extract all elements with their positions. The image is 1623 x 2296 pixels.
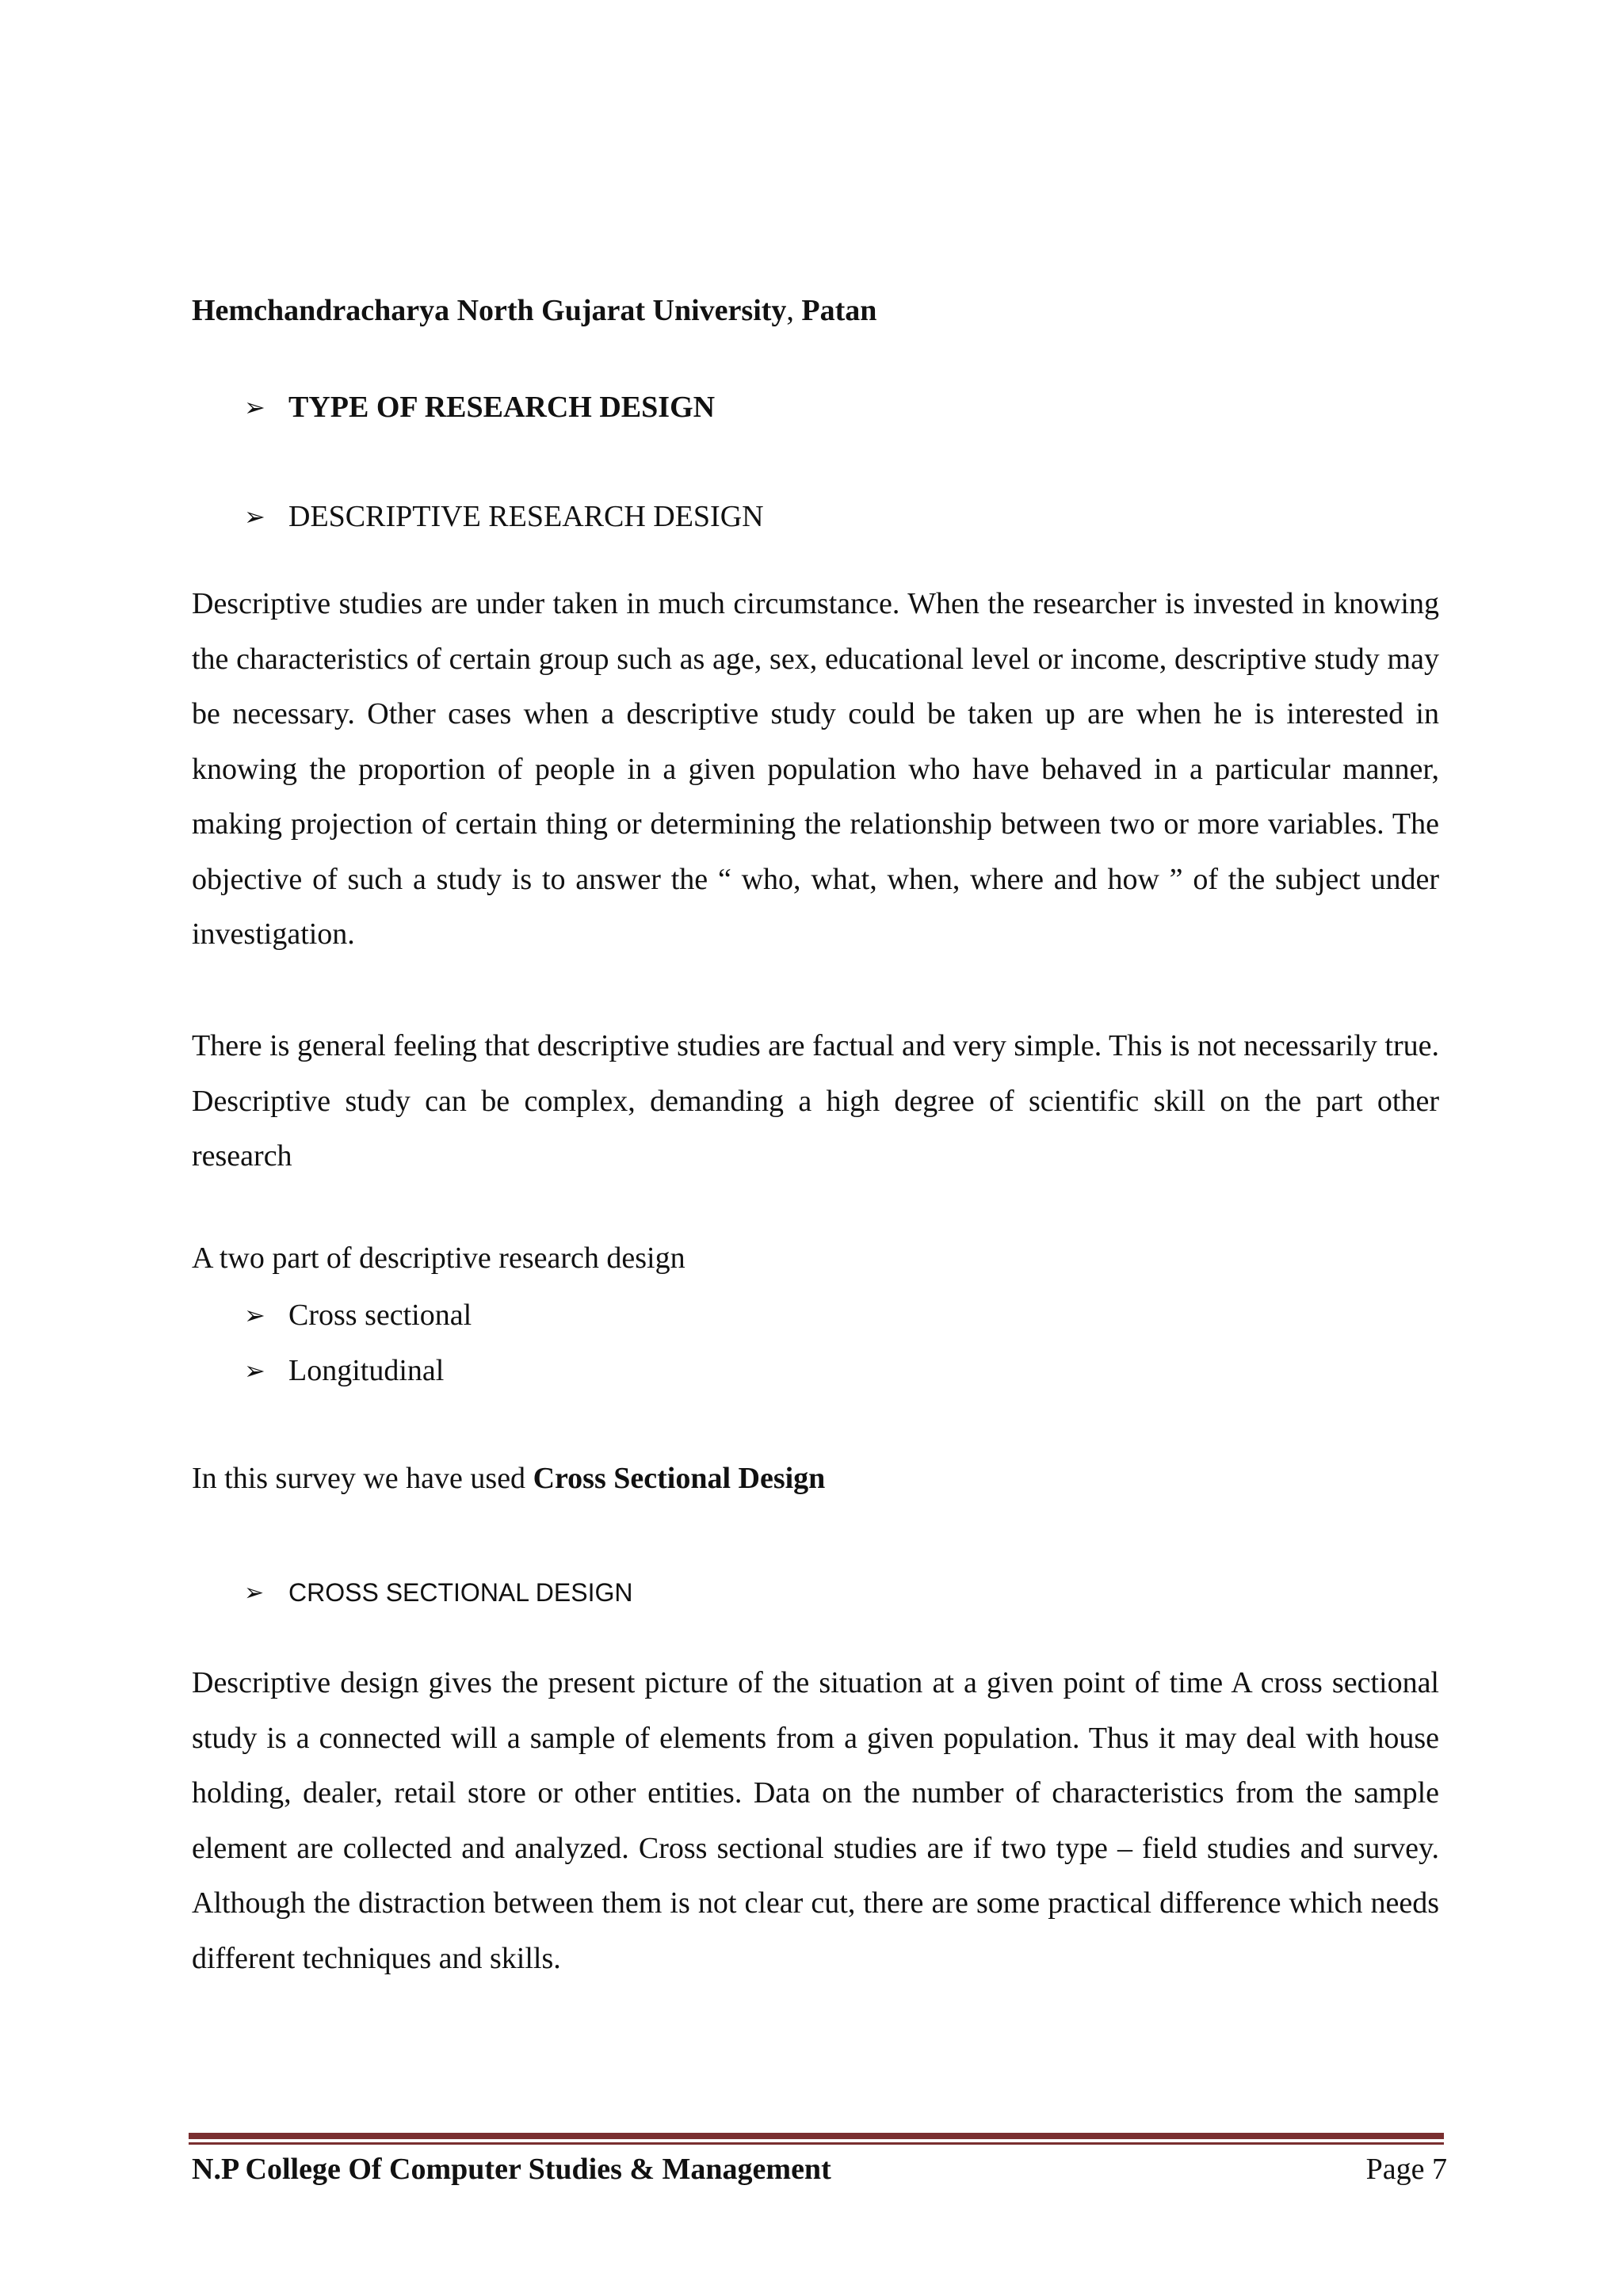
university-city: Patan <box>801 294 877 327</box>
survey-statement-prefix: In this survey we have used <box>192 1462 533 1495</box>
heading-descriptive <box>244 499 764 534</box>
design-type-label: Longitudinal <box>288 1353 445 1387</box>
two-part-intro: A two part of descriptive research design <box>192 1241 685 1275</box>
design-type-label: Cross sectional <box>288 1299 472 1332</box>
footer-page-number: Page 7 <box>1365 2153 1447 2186</box>
university-name: Hemchandracharya North Gujarat University <box>192 294 787 327</box>
arrow-bullet-icon: ➢ <box>244 1300 265 1330</box>
design-types-list <box>244 1288 472 1398</box>
heading-type-of-research <box>244 390 715 425</box>
list-item <box>244 1288 472 1344</box>
heading-cross-sectional-text: CROSS SECTIONAL DESIGN <box>288 1578 633 1607</box>
paragraph-descriptive-studies: Descriptive studies are under taken in much circumstance. When the researcher is invested in knowing the characteristics of certain group such as age, sex, educational level or income, descriptive study may be necessary. Other cases when a descriptive study could be taken up are when he is interested in knowing the proportion of people in a given population who have behaved in a particular manner, making projection of certain thing or determining the relationship between two or more variables. The objective of such a study is to answer the “ who, what, when, where and how ” of the subject under investigation. <box>192 587 1439 951</box>
arrow-bullet-icon: ➢ <box>244 1579 265 1607</box>
survey-statement <box>192 1461 825 1496</box>
survey-statement-emphasis: Cross Sectional Design <box>533 1462 826 1495</box>
arrow-bullet-icon: ➢ <box>244 392 265 422</box>
page-header <box>192 293 876 328</box>
heading-descriptive-text: DESCRIPTIVE RESEARCH DESIGN <box>288 500 764 533</box>
arrow-bullet-icon: ➢ <box>244 502 265 532</box>
footer-divider <box>189 2133 1444 2139</box>
heading-type-of-research-text: TYPE OF RESEARCH DESIGN <box>288 391 716 424</box>
paragraph-general-feeling: There is general feeling that descriptive studies are factual and very simple. This is not necessarily true. Descriptive study can be complex, demanding a high degree of scientific skill on the part other research <box>192 1029 1439 1173</box>
list-item <box>244 1344 472 1399</box>
header-comma: , <box>786 294 794 327</box>
paragraph-cross-sectional: Descriptive design gives the present picture of the situation at a given point of time A cross sectional study is a connected will a sample of elements from a given population. Thus it may deal with house holding, dealer, retail store or other entities. Data on the number of characteristics from the sample element are collected and analyzed. Cross sectional studies are if two type – field studies and survey. Although the distraction between them is not clear cut, there are some practical difference which needs different techniques and skills. <box>192 1666 1439 1975</box>
footer-college-name: N.P College Of Computer Studies & Management <box>192 2153 831 2186</box>
heading-cross-sectional <box>244 1578 632 1608</box>
footer-divider-thin <box>189 2142 1444 2145</box>
arrow-bullet-icon: ➢ <box>244 1355 265 1386</box>
